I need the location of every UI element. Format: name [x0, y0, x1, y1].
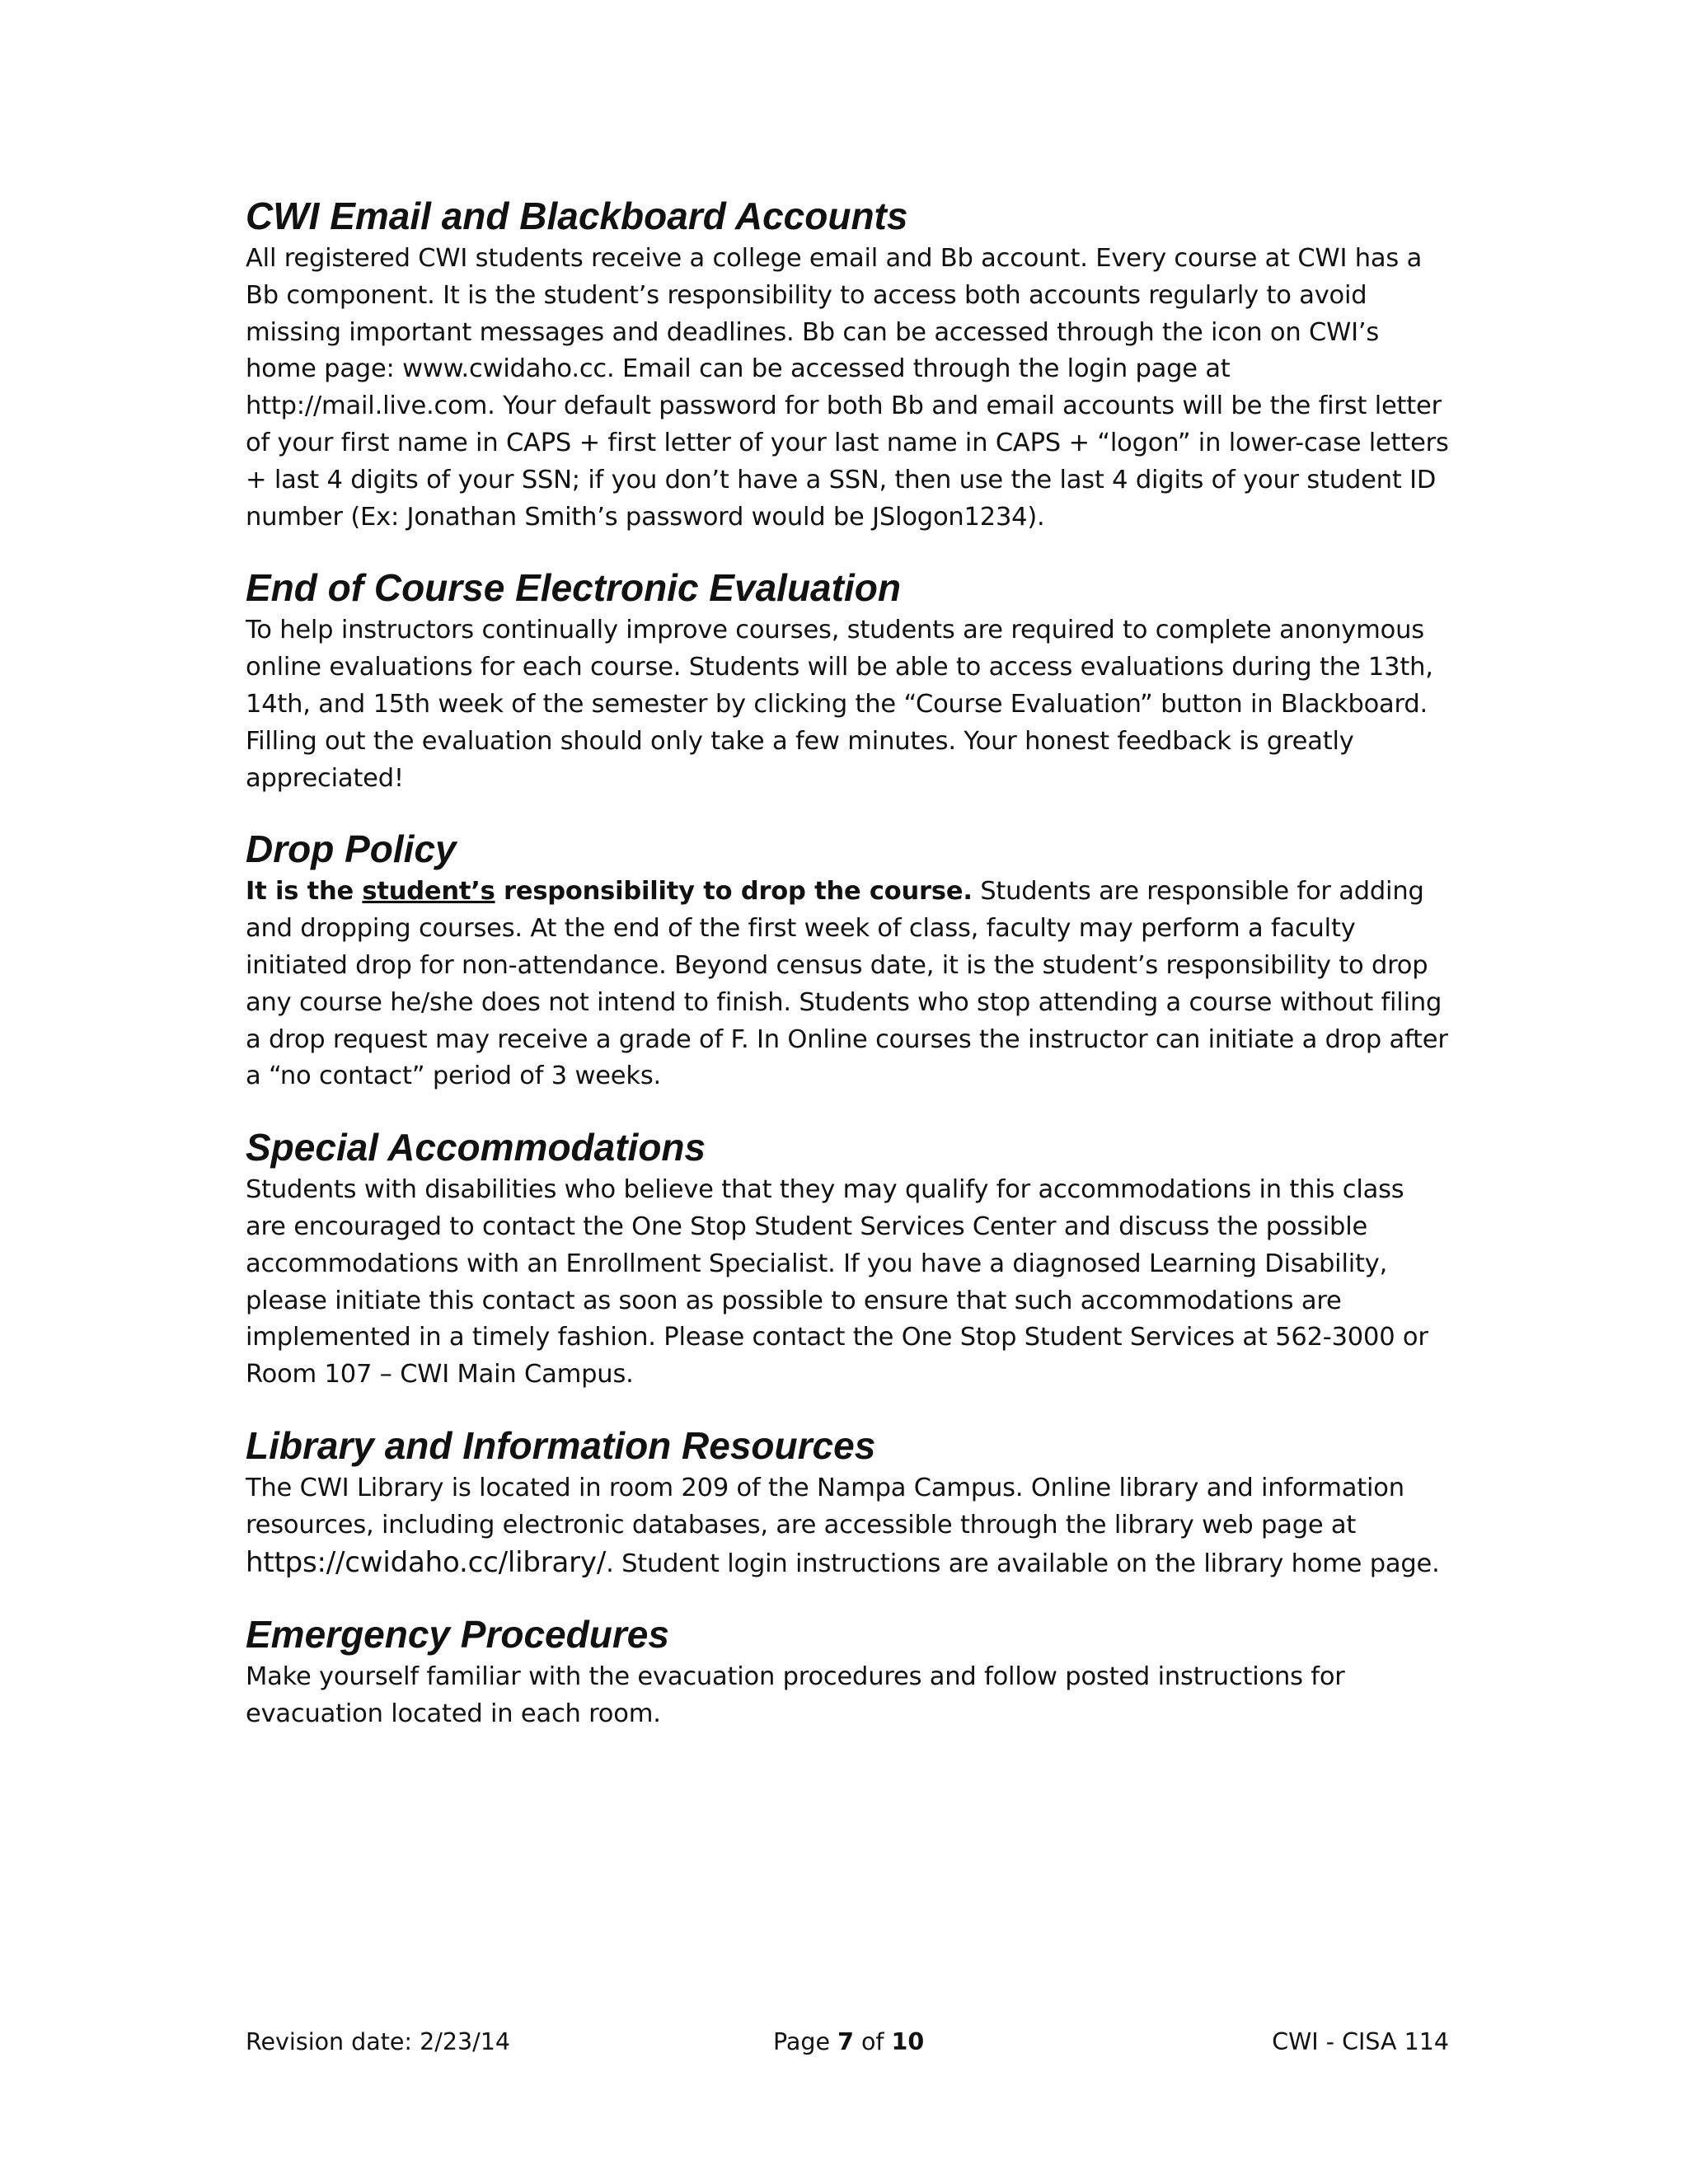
section-body: To help instructors continually improve courses, students are required to complete anonymous online evaluations for each course. Students will be able to access evaluations during the 13th, 14th, and 15th week of the semester by clicking the “Course Evaluation” button in Blackboard. Filling out the evaluation should only take a few minutes. Your honest feedback is greatly appreciated! [246, 616, 1433, 793]
page-footer [246, 2024, 1449, 2060]
section-body: Students with disabilities who believe that they may qualify for accommodations in this class are encouraged to contact the One Stop Student Services Center and discuss the possible accommodations with an Enrollment Specialist. If you have a diagnosed Learning Disability, please initiate this contact as soon as possible to ensure that such accommodations are implemented in a timely fashion. Please contact the One Stop Student Services at 562-3000 or Room 107 – CWI Main Campus. [246, 1175, 1428, 1390]
section-special-accommodations [246, 1126, 1449, 1394]
lead-text-pre: It is the [246, 877, 363, 907]
library-text-post: . Student login instructions are available on the library home page. [606, 1549, 1440, 1578]
course-code: CWI - CISA 114 [1272, 2028, 1449, 2055]
section-body [246, 874, 1449, 1095]
page-of: of [853, 2028, 892, 2055]
section-email-blackboard [246, 194, 1449, 536]
section-body: Make yourself familiar with the evacuation procedures and follow posted instructions for evacuation located in each room. [246, 1662, 1345, 1729]
section-heading: Library and Information Resources [246, 1423, 876, 1467]
section-heading: Emergency Procedures [246, 1613, 669, 1657]
revision-date: Revision date: 2/23/14 [246, 2028, 510, 2055]
section-course-evaluation [246, 566, 1449, 797]
lead-text-post: responsibility to drop the course. [495, 877, 973, 907]
drop-policy-lead [246, 877, 973, 906]
section-emergency-procedures [246, 1613, 1449, 1733]
section-heading: CWI Email and Blackboard Accounts [246, 194, 908, 237]
section-heading: End of Course Electronic Evaluation [246, 566, 901, 610]
drop-policy-text: Students are responsible for adding and dropping courses. At the end of the first week of class, faculty may perform a faculty initiated drop for non-attendance. Beyond census date, it is the student’s responsibility to drop any course he/she does not intend to finish. Students who stop attending a course without filing a drop request may receive a grade of F. In Online courses the instructor can initiate a drop after a “no contact” period of 3 weeks. [246, 877, 1448, 1091]
lead-text-underlined: student’s [362, 877, 495, 907]
section-body [246, 1470, 1449, 1582]
section-heading: Drop Policy [246, 827, 457, 871]
page-content [246, 194, 1449, 1733]
page-prefix: Page [773, 2028, 838, 2055]
section-heading: Special Accommodations [246, 1126, 706, 1169]
section-library-resources [246, 1424, 1449, 1582]
library-text-pre: The CWI Library is located in room 209 of the Nampa Campus. Online library and information resources, including electronic databases, are accessible through the library web page at [246, 1473, 1404, 1540]
library-url: https://cwidaho.cc/library/ [246, 1545, 607, 1579]
page-number [773, 2024, 924, 2060]
page-current: 7 [837, 2028, 854, 2055]
section-drop-policy [246, 827, 1449, 1095]
page-total: 10 [891, 2028, 925, 2055]
section-body: All registered CWI students receive a college email and Bb account. Every course at CWI has a Bb component. It is the student’s responsibility to access both accounts regularly to avoid missing important messages and deadlines. Bb can be accessed through the icon on CWI’s home page: www.cwidaho.cc. Email can be accessed through the login page at http://mail.live.com. Your default password for both Bb and email accounts will be the first letter of your first name in CAPS + first letter of your last name in CAPS + “logon” in lower-case letters + last 4 digits of your SSN; if you don’t have a SSN, then use the last 4 digits of your student ID number (Ex: Jonathan Smith’s password would be JSlogon1234). [246, 244, 1449, 532]
